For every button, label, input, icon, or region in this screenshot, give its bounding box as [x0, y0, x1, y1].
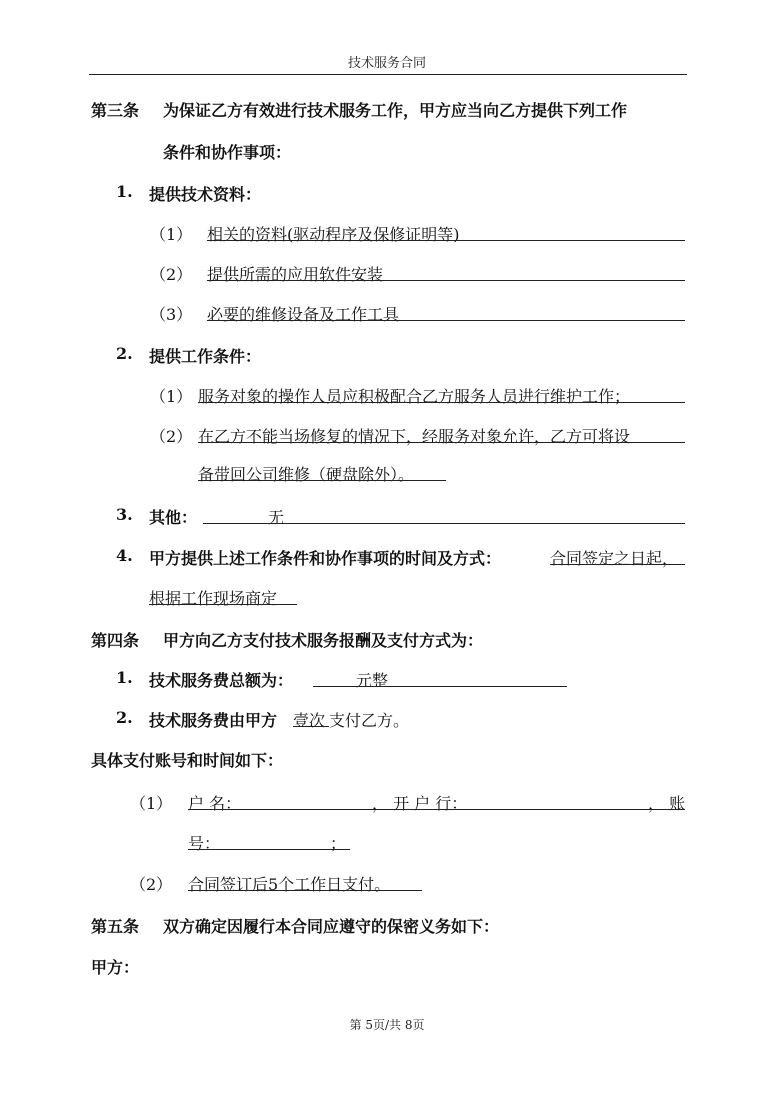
underline: [293, 726, 329, 727]
art4-pay1-bank: ， 开 户 行：: [372, 794, 468, 813]
underline: [188, 849, 350, 850]
underline: [207, 240, 685, 241]
art5-label: 第五条: [91, 917, 140, 936]
art3-item2-sub2-text1: 在乙方不能当场修复的情况下，经服务对象允许，乙方可将设: [198, 427, 631, 446]
art4-pay1-num: （1）: [130, 794, 173, 813]
art3-title-line2: 条件和协作事项：: [163, 143, 292, 162]
art5-party: 甲方：: [91, 958, 140, 977]
underline: [313, 686, 567, 687]
art3-item2-sub2-num: （2）: [150, 427, 193, 446]
art3-sub3-num: （3）: [150, 305, 193, 324]
art4-item2-tail: 支付乙方。: [329, 711, 410, 730]
art4-pay1-end: ；: [330, 834, 347, 853]
art3-sub2-text: 提供所需的应用软件安装: [207, 265, 384, 284]
page-number: 第 5页/共 8页: [349, 1018, 425, 1032]
art5-title: 双方确定因履行本合同应遵守的保密义务如下：: [163, 917, 500, 936]
underline: [207, 320, 685, 321]
art3-item3-value: 无: [268, 508, 285, 527]
art4-pay2-text: 合同签订后5个工作日支付。: [188, 875, 391, 894]
art3-sub3-text: 必要的维修设备及工作工具: [207, 305, 400, 324]
art3-item2-sub1-text: 服务对象的操作人员应积极配合乙方服务人员进行维护工作；: [198, 387, 631, 406]
art4-title: 甲方向乙方支付技术服务报酬及支付方式为：: [163, 631, 484, 650]
art4-item2-label: 技术服务费由甲方: [149, 711, 278, 730]
art3-sub2-num: （2）: [150, 265, 193, 284]
underline: [188, 809, 685, 810]
art3-title-line1: 为保证乙方有效进行技术服务工作，甲方应当向乙方提供下列工作: [163, 101, 628, 120]
art3-item3-num: 3.: [116, 505, 133, 524]
art4-pay1-acct2: 号：: [188, 834, 221, 853]
art3-item1-title: 提供技术资料：: [149, 185, 262, 204]
underline: [149, 604, 297, 605]
art4-label: 第四条: [91, 631, 140, 650]
art4-item2-value: 壹次: [293, 711, 326, 730]
art4-item1-num: 1.: [116, 668, 133, 687]
art3-item3-label: 其他：: [149, 508, 198, 527]
art3-item4-value2: 根据工作现场商定: [149, 589, 278, 608]
art3-item1-num: 1.: [116, 182, 133, 201]
art3-item4-label: 甲方提供上述工作条件和协作事项的时间及方式：: [149, 549, 502, 568]
header-title: 技术服务合同: [347, 56, 426, 71]
art3-label: 第三条: [91, 101, 140, 120]
art4-pay1-name: 户 名：: [188, 794, 242, 813]
art3-item2-sub1-num: （1）: [150, 387, 193, 406]
underline: [198, 442, 685, 443]
underline: [198, 402, 685, 403]
art4-item1-value: 元整: [356, 671, 389, 690]
underline: [550, 564, 685, 565]
underline: [188, 890, 422, 891]
art3-sub1-num: （1）: [150, 225, 193, 244]
header-rule: [89, 74, 687, 75]
art4-pay2-num: （2）: [130, 875, 173, 894]
art3-sub1-text: 相关的资料(驱动程序及保修证明等): [207, 225, 460, 244]
art3-item4-value1: 合同签定之日起，: [550, 549, 679, 568]
art3-item2-num: 2.: [116, 344, 133, 363]
art4-pay-heading: 具体支付账号和时间如下：: [91, 751, 284, 770]
art3-item2-title: 提供工作条件：: [149, 347, 262, 366]
art3-item4-num: 4.: [116, 546, 133, 565]
art4-pay1-acct: ， 账: [648, 794, 686, 813]
underline: [203, 523, 685, 524]
underline: [207, 280, 685, 281]
underline: [198, 480, 446, 481]
art3-item2-sub2-text2: 备带回公司维修（硬盘除外）。: [198, 465, 415, 484]
art4-item1-label: 技术服务费总额为：: [149, 671, 294, 690]
art4-item2-num: 2.: [116, 708, 133, 727]
